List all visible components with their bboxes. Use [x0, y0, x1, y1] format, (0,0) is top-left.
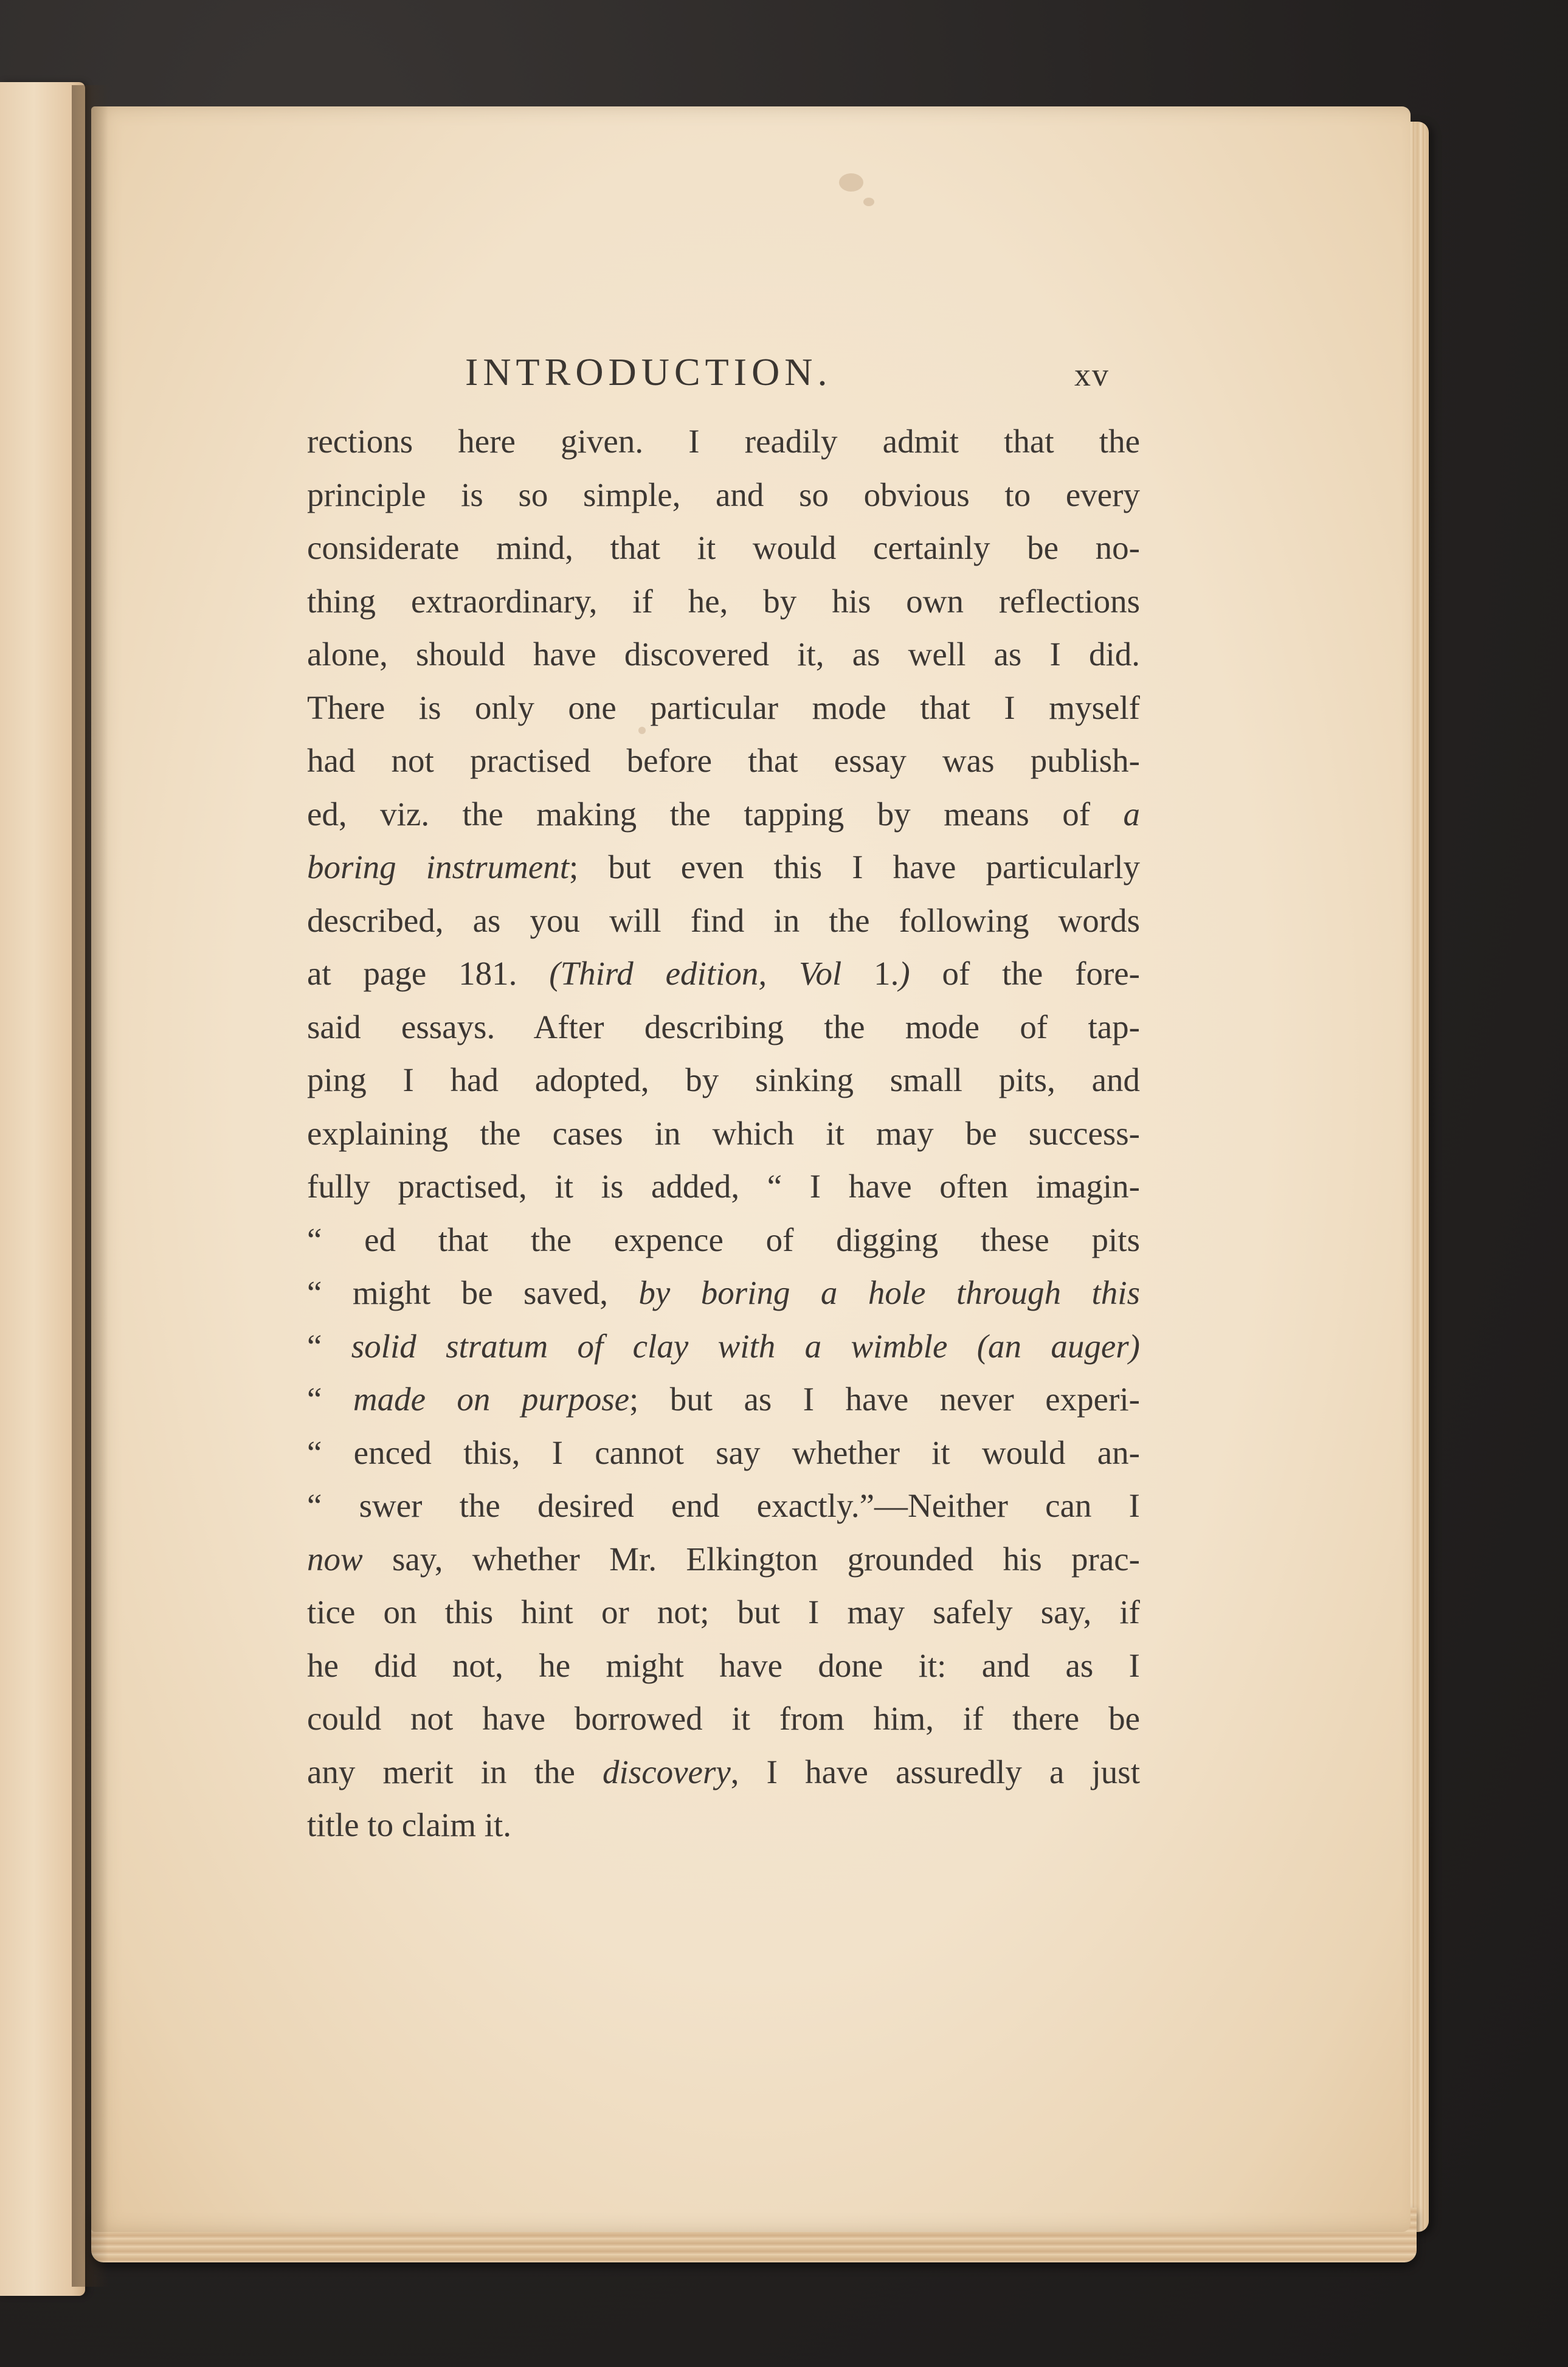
- text-run: fully practised, it is added, “ I have often imagin-: [307, 1168, 1140, 1205]
- text-run: thing extraordinary, if he, by his own reflections: [307, 582, 1140, 620]
- text-run: tice on this hint or not; but I may safely say, if: [307, 1593, 1140, 1631]
- text-run: any merit in the: [307, 1753, 603, 1790]
- text-line: [307, 947, 1140, 1000]
- text-line: [307, 1639, 1140, 1693]
- text-run: “: [307, 1327, 351, 1365]
- text-run: “: [307, 1381, 353, 1418]
- text-line: [307, 1107, 1140, 1160]
- text-line: [307, 1266, 1140, 1320]
- page-number: xv: [1074, 356, 1110, 393]
- italic-text: made on purpose: [353, 1381, 630, 1418]
- text-line: [307, 788, 1140, 841]
- text-line: [307, 1000, 1140, 1054]
- text-line: [307, 468, 1140, 522]
- text-run: title to claim it.: [307, 1806, 512, 1843]
- text-run: described, as you will find in the following words: [307, 901, 1140, 939]
- text-run: ; but even this I have particularly: [569, 848, 1140, 885]
- text-line: [307, 840, 1140, 894]
- text-line: [307, 1213, 1140, 1267]
- text-line: [307, 681, 1140, 735]
- text-line: [307, 894, 1140, 948]
- text-run: ; but as I have never experi-: [629, 1381, 1140, 1418]
- text-run: rections here given. I readily admit that the: [307, 423, 1140, 460]
- text-line: [307, 1373, 1140, 1426]
- running-title: INTRODUCTION.: [465, 350, 832, 393]
- text-line: [307, 1745, 1140, 1799]
- text-run: “ enced this, I cannot say whether it would an-: [307, 1433, 1140, 1471]
- text-run: say, whether Mr. Elkington grounded his prac-: [362, 1540, 1140, 1578]
- body-text: [307, 415, 1140, 1852]
- italic-text: a: [1123, 795, 1140, 833]
- text-run: alone, should have discovered it, as well as I did.: [307, 636, 1140, 673]
- text-run: said essays. After describing the mode of tap-: [307, 1008, 1140, 1045]
- italic-text: now: [307, 1540, 363, 1578]
- italic-text: (Third edition, Vol: [549, 955, 842, 992]
- text-line: [307, 1533, 1140, 1586]
- text-line: [307, 1586, 1140, 1639]
- text-run: ping I had adopted, by sinking small pits, and: [307, 1061, 1140, 1098]
- text-run: could not have borrowed it from him, if there be: [307, 1700, 1140, 1737]
- gutter-shadow: [72, 85, 108, 2287]
- text-line: [307, 575, 1140, 628]
- text-run: of the fore-: [910, 955, 1141, 992]
- text-run: “ might be saved,: [307, 1274, 639, 1311]
- text-run: “ swer the desired end exactly.”—Neither can I: [307, 1487, 1140, 1524]
- text-line: [307, 521, 1140, 575]
- text-line: [307, 1479, 1140, 1533]
- italic-text: boring instrument: [307, 848, 570, 885]
- italic-text: ): [899, 955, 910, 992]
- text-run: “ ed that the expence of digging these pits: [307, 1221, 1140, 1258]
- text-line: [307, 1320, 1140, 1373]
- text-run: he did not, he might have done it: and as I: [307, 1646, 1140, 1684]
- text-run: 1.: [841, 955, 899, 992]
- paper-stain: [839, 173, 863, 192]
- text-run: There is only one particular mode that I myself: [307, 688, 1140, 726]
- text-line: [307, 1798, 1140, 1852]
- text-line: [307, 1053, 1140, 1107]
- text-run: principle is so simple, and so obvious to every: [307, 476, 1140, 513]
- italic-text: by boring a hole through this: [638, 1274, 1140, 1311]
- text-run: considerate mind, that it would certainly be no-: [307, 529, 1140, 566]
- text-run: explaining the cases in which it may be success-: [307, 1114, 1140, 1152]
- text-line: [307, 734, 1140, 788]
- paper-stain: [863, 198, 874, 206]
- italic-text: solid stratum of clay with a wimble (an auger): [351, 1327, 1140, 1365]
- text-line: [307, 628, 1140, 681]
- text-line: [307, 415, 1140, 468]
- text-line: [307, 1160, 1140, 1213]
- text-run: ed, viz. the making the tapping by means of: [307, 795, 1124, 833]
- running-head: [374, 348, 1134, 397]
- italic-text: discovery: [603, 1753, 731, 1790]
- text-run: at page 181.: [307, 955, 550, 992]
- text-line: [307, 1692, 1140, 1745]
- text-run: had not practised before that essay was publish-: [307, 742, 1140, 779]
- text-line: [307, 1426, 1140, 1480]
- text-run: , I have assuredly a just: [730, 1753, 1140, 1790]
